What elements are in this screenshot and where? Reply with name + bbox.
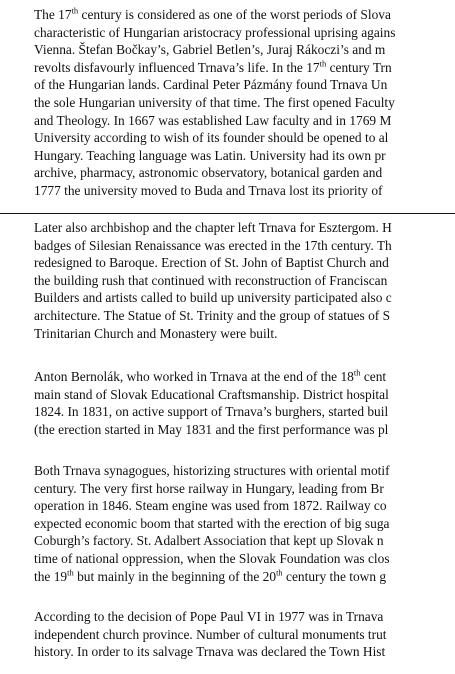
text-line: [34, 272, 455, 290]
text-run: century is considered as one of the worst periods of Slova: [78, 7, 391, 22]
text-run: the 19: [34, 568, 68, 584]
text-line: [34, 462, 455, 480]
text-run: Later also archbishop and the chapter left Trnava for Esztergom. H: [34, 220, 392, 235]
text-run: Vienna. Štefan Bočkay’s, Gabriel Betlen’s, Juraj Rákoczi’s and m: [34, 42, 386, 58]
text-line: [34, 147, 455, 165]
text-run: 1824. In 1831, on active support of Trnava’s burghers, started buil: [34, 404, 389, 420]
text-line: [34, 325, 455, 343]
text-run: century. The very first horse railway in Hungary, leading from Br: [34, 480, 384, 496]
text-run: century the town g: [282, 568, 387, 584]
paragraph-pope-paul-vi: [34, 608, 455, 661]
text-line: [34, 59, 455, 77]
text-line: [34, 24, 455, 42]
text-run: badges of Silesian Renaissance was erected in the 17th century. Th: [34, 237, 392, 253]
text-run: time of national oppression, when the Slovak Foundation was clos: [34, 550, 390, 566]
text-line: [34, 6, 455, 24]
text-run: cent: [360, 369, 387, 384]
section-divider: [0, 213, 455, 214]
text-line: [34, 237, 455, 255]
superscript: th: [276, 567, 283, 578]
text-run: main stand of Slovak Educational Craftsmanship. District hospital: [34, 386, 389, 402]
text-run: characteristic of Hungarian aristocracy professional uprising agains: [34, 24, 396, 40]
text-line: [34, 219, 455, 237]
text-line: [34, 129, 455, 147]
text-line: [34, 76, 455, 94]
text-run: redesigned to Baroque. Erection of St. John of Baptist Church and: [34, 255, 389, 271]
text-line: [34, 403, 455, 421]
text-run: Anton Bernolák, who worked in Trnava at the end of the 18: [34, 369, 354, 384]
paragraph-anton-bernolak: [34, 368, 455, 438]
text-run: of the Hungarian lands. Cardinal Peter Pázmány found Trnava Un: [34, 77, 388, 93]
superscript: th: [353, 368, 361, 378]
text-run: but mainly in the beginning of the 20: [73, 568, 277, 584]
text-run: Both Trnava synagogues, historizing structures with oriental motif: [34, 463, 390, 478]
text-line: [34, 608, 455, 626]
text-run: (the erection started in May 1831 and the first performance was pl: [34, 421, 389, 437]
text-run: architecture. The Statue of St. Trinity and the group of statues of S: [34, 307, 391, 323]
superscript: th: [319, 58, 327, 69]
text-line: [34, 368, 455, 386]
text-line: [34, 307, 455, 325]
text-line: [34, 164, 455, 182]
text-line: [34, 497, 455, 515]
text-line: [34, 182, 455, 200]
text-line: [34, 550, 455, 568]
text-run: archive, pharmacy, astronomic observatory, botanical garden and: [34, 165, 383, 181]
text-run: century Trn: [326, 59, 392, 75]
superscript: th: [71, 6, 79, 16]
text-line: [34, 626, 455, 644]
text-run: The 17: [34, 7, 72, 22]
text-line: [34, 515, 455, 533]
text-line: [34, 480, 455, 498]
paragraph-17th-century: [34, 6, 455, 200]
text-run: history. In order to its salvage Trnava was declared the Town Hist: [34, 644, 386, 660]
text-line: [34, 254, 455, 272]
text-run: Hungary. Teaching language was Latin. University had its own pr: [34, 147, 386, 163]
text-run: University according to wish of its founder should be opened to al: [34, 130, 389, 146]
text-run: revolts disfavourly influenced Trnava’s life. In the 17: [34, 59, 320, 75]
text-run: operation in 1846. Steam engine was used from 1872. Railway co: [34, 498, 387, 514]
superscript: th: [67, 567, 74, 578]
text-run: expected economic boom that started with the erection of big suga: [34, 515, 390, 531]
text-run: Coburgh’s factory. St. Adalbert Association that kept up Slovak n: [34, 533, 384, 549]
text-run: the building rush that continued with reconstruction of Franciscan: [34, 272, 388, 288]
text-line: [34, 532, 455, 550]
text-line: [34, 289, 455, 307]
text-line: [34, 421, 455, 439]
text-run: According to the decision of Pope Paul VI in 1977 was in Trnava: [34, 609, 384, 624]
text-run: and Theology. In 1667 was established Law faculty and in 1769 M: [34, 112, 392, 128]
text-run: Builders and artists called to build up university participated also c: [34, 290, 392, 306]
text-line: [34, 643, 455, 661]
text-run: the sole Hungarian university of that time. The first opened Faculty: [34, 94, 395, 110]
text-run: Trinitarian Church and Monastery were built.: [34, 325, 278, 341]
paragraph-synagogues-railway: [34, 462, 455, 585]
text-line: [34, 112, 455, 130]
text-line: [34, 94, 455, 112]
paragraph-archbishop-chapter: [34, 219, 455, 342]
text-run: 1777 the university moved to Buda and Trnava lost its priority of: [34, 182, 383, 198]
text-line: [34, 41, 455, 59]
text-line: [34, 568, 455, 586]
text-line: [34, 386, 455, 404]
text-run: independent church province. Number of cultural monuments trut: [34, 626, 387, 642]
